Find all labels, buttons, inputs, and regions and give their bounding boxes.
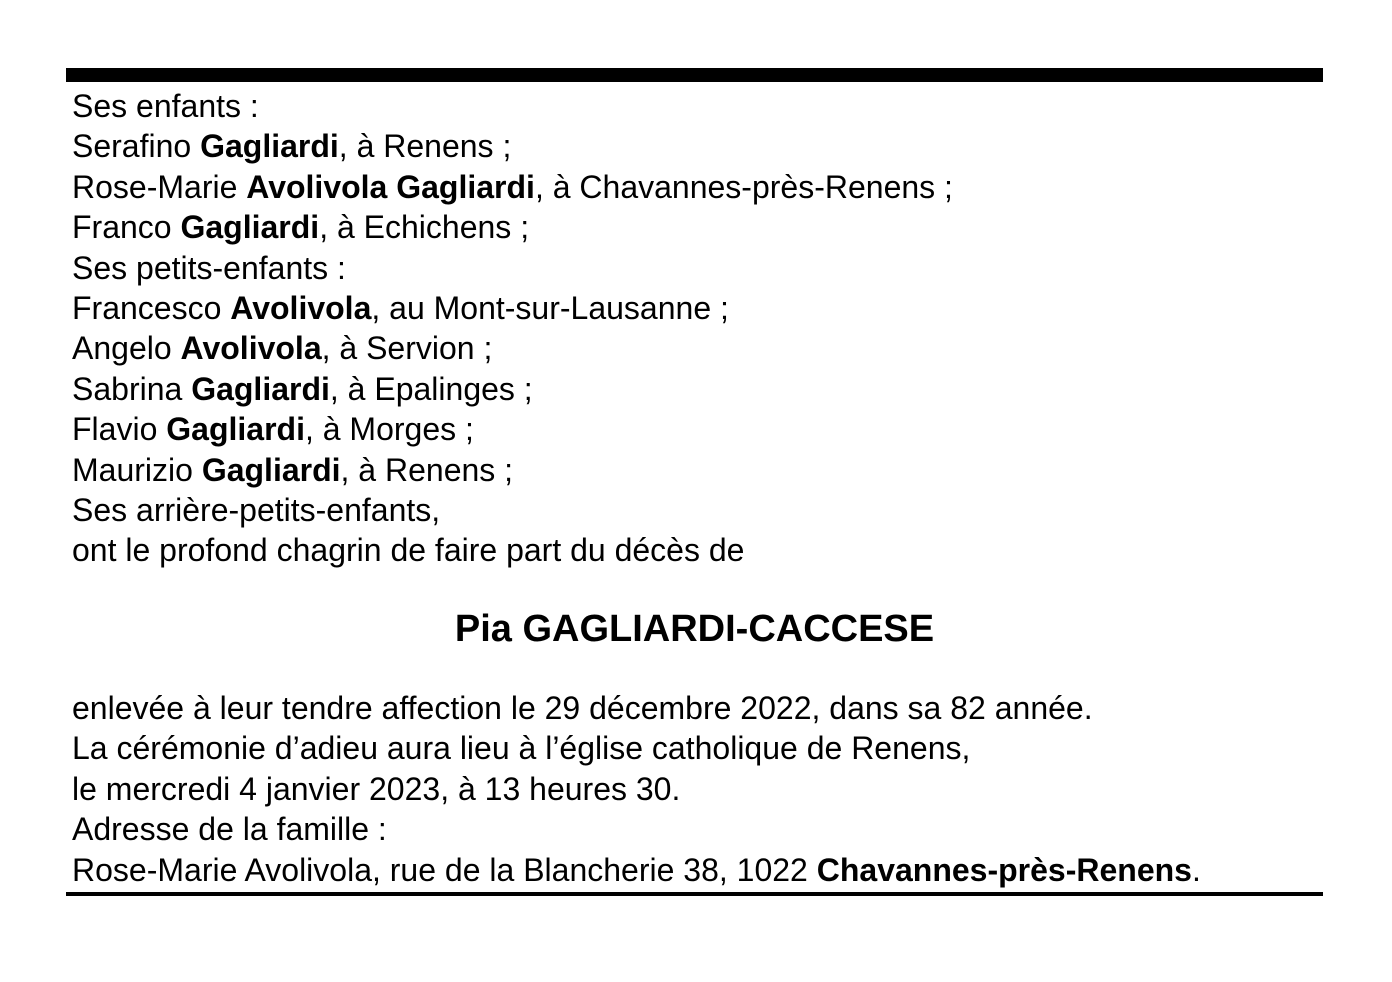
residence: , à Epalinges ; (329, 370, 533, 407)
address-period: . (1191, 851, 1201, 888)
residence: , au Mont-sur-Lausanne ; (371, 289, 729, 326)
first-name: Francesco (72, 289, 231, 326)
first-name: Sabrina (72, 370, 192, 407)
list-item-grandchild (72, 409, 1322, 449)
family-address (72, 850, 1322, 890)
deceased-name: Pia GAGLIARDI-CACCESE (454, 608, 935, 650)
detail-line: Adresse de la famille : (72, 811, 387, 848)
first-name: Maurizio (72, 451, 202, 488)
list-item-grandchild (72, 288, 1322, 328)
detail-line: enlevée à leur tendre affection le 29 décembre 2022, dans sa 82 année. (72, 690, 1093, 726)
residence: , à Chavannes-près-Renens ; (534, 168, 953, 205)
list-item-child (72, 167, 1322, 207)
residence: , à Renens ; (340, 451, 514, 488)
address-city: Chavannes-près-Renens (816, 851, 1192, 888)
announcement-line: ont le profond chagrin de faire part du décès de (72, 532, 745, 569)
list-item-grandchild (72, 450, 1322, 490)
list-item-child (72, 126, 1322, 166)
first-name: Angelo (72, 330, 181, 367)
last-name: Avolivola (230, 289, 372, 326)
address-street: Rose-Marie Avolivola, rue de la Blancherie 38, 1022 (72, 851, 817, 888)
detail-line: La cérémonie d’adieu aura lieu à l’église catholique de Renens, (72, 730, 971, 767)
residence: , à Servion ; (321, 330, 493, 367)
children-heading: Ses enfants : (72, 88, 259, 124)
first-name: Franco (72, 209, 181, 246)
last-name: Gagliardi (201, 451, 341, 488)
list-item-child (72, 207, 1322, 247)
first-name: Rose-Marie (72, 168, 247, 205)
list-item-grandchild (72, 328, 1322, 368)
list-item-grandchild (72, 369, 1322, 409)
residence: , à Renens ; (338, 128, 512, 165)
top-border-rule (66, 68, 1323, 82)
residence: , à Morges ; (304, 411, 474, 448)
last-name: Gagliardi (166, 411, 305, 448)
last-name: Avolivola (180, 330, 322, 367)
great-grandchildren-line: Ses arrière-petits-enfants, (72, 491, 441, 528)
residence: , à Echichens ; (319, 209, 530, 246)
detail-line: le mercredi 4 janvier 2023, à 13 heures 30. (72, 770, 681, 807)
bottom-border-rule (66, 892, 1323, 896)
last-name: Gagliardi (200, 128, 339, 165)
family-list (72, 86, 1322, 571)
last-name: Gagliardi (191, 370, 330, 407)
first-name: Flavio (72, 411, 167, 448)
funeral-details (72, 688, 1322, 890)
first-name: Serafino (72, 128, 201, 165)
grandchildren-heading: Ses petits-enfants : (72, 249, 346, 286)
last-name: Gagliardi (180, 209, 320, 246)
last-name: Avolivola Gagliardi (246, 168, 535, 205)
